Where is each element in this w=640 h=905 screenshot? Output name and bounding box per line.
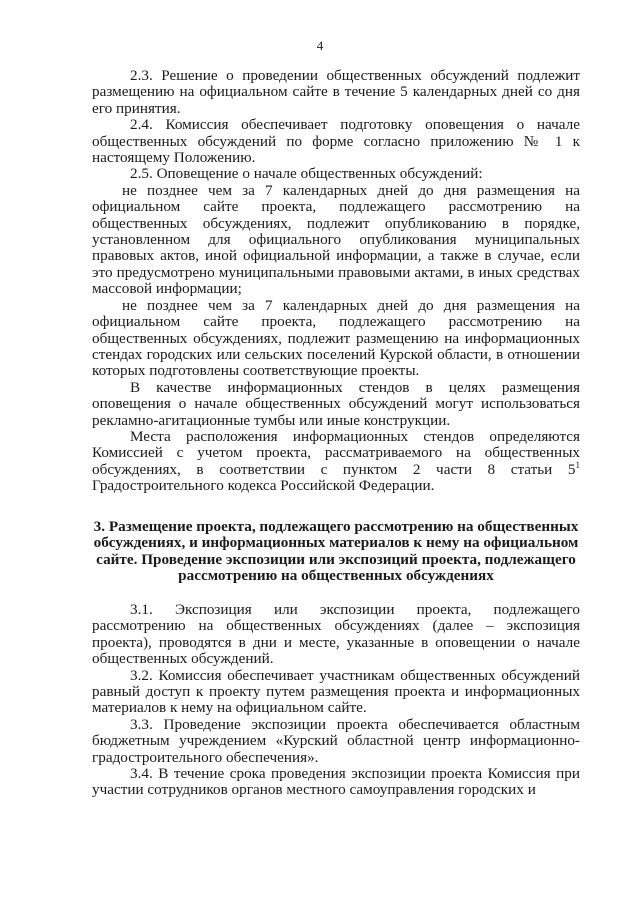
page-number: 4 bbox=[316, 38, 324, 53]
paragraph-2-3: 2.3. Решение о проведении общественных обсуждений подлежит размещению на официальном сайте в течение 5 календарных дней со дня его принятия. bbox=[92, 67, 580, 117]
stand-locations-end: Градостроительного кодекса Российской Федерации. bbox=[92, 477, 435, 495]
article-superscript: 1 bbox=[575, 459, 580, 470]
document-body bbox=[92, 68, 580, 799]
paragraph-stands-usage: В качестве информационных стендов в целях размещения оповещения о начале общественных обсуждений могут использоваться рекламно-агитационные тумбы или иные конструкции. bbox=[92, 378, 580, 429]
paragraph-3-4: 3.4. В течение срока проведения экспозиции проекта Комиссия при участии сотрудников органов местного самоуправления городских и bbox=[92, 765, 580, 799]
paragraph-stand-locations bbox=[92, 429, 580, 495]
paragraph-3-2: 3.2. Комиссия обеспечивает участникам общественных обсуждений равный доступ к проекту путем размещения проекта и информационных материалов к нему на официальном сайте. bbox=[92, 666, 580, 717]
paragraph-2-5-publication: не позднее чем за 7 календарных дней до дня размещения на официальном сайте проекта, подлежащего рассмотрению на общественных обсуждениях, подлежит опубликованию в порядке, установленном для официального опубликования муниципальных правовых актов, иной официальной информации, а также в случае, если это предусмотрено муниципальными правовыми актами, в иных средствах массовой информации; bbox=[92, 181, 580, 298]
paragraph-2-5-stands: не позднее чем за 7 календарных дней до дня размещения на официальном сайте проекта, подлежащего рассмотрению на общественных обсуждениях, подлежит размещению на информационных стендах городских или сельских поселений Курской области, в отношении которых подготовлены соответствующие проекты. bbox=[92, 296, 580, 380]
stand-locations-text: Места расположения информационных стендов определяются Комиссией с учетом проекта, рассматриваемого на общественных обсуждениях, в соответствии с пунктом 2 части 8 статьи 5 bbox=[92, 427, 580, 478]
paragraph-2-5: 2.5. Оповещение о начале общественных обсуждений: bbox=[130, 165, 483, 183]
paragraph-3-1: 3.1. Экспозиция или экспозиции проекта, подлежащего рассмотрению на общественных обсуждениях (далее – экспозиция проекта), проводятся в дни и месте, указанные в оповещении о начале общественных обсуждений. bbox=[92, 600, 580, 668]
paragraph-3-3: 3.3. Проведение экспозиции проекта обеспечивается областным бюджетным учреждением «Курский областной центр информационно-градостроительного обеспечения». bbox=[92, 715, 580, 766]
paragraph-2-4: 2.4. Комиссия обеспечивает подготовку оповещения о начале общественных обсуждений по форме согласно приложению № 1 к настоящему Положению. bbox=[92, 116, 580, 167]
section-3-heading: 3. Размещение проекта, подлежащего рассмотрению на общественных обсуждениях, и информационных материалов к нему на официальном сайте. Проведение экспозиции или экспозиций проекта, подлежащего рассмотрению на общественных обсуждениях bbox=[93, 517, 579, 585]
